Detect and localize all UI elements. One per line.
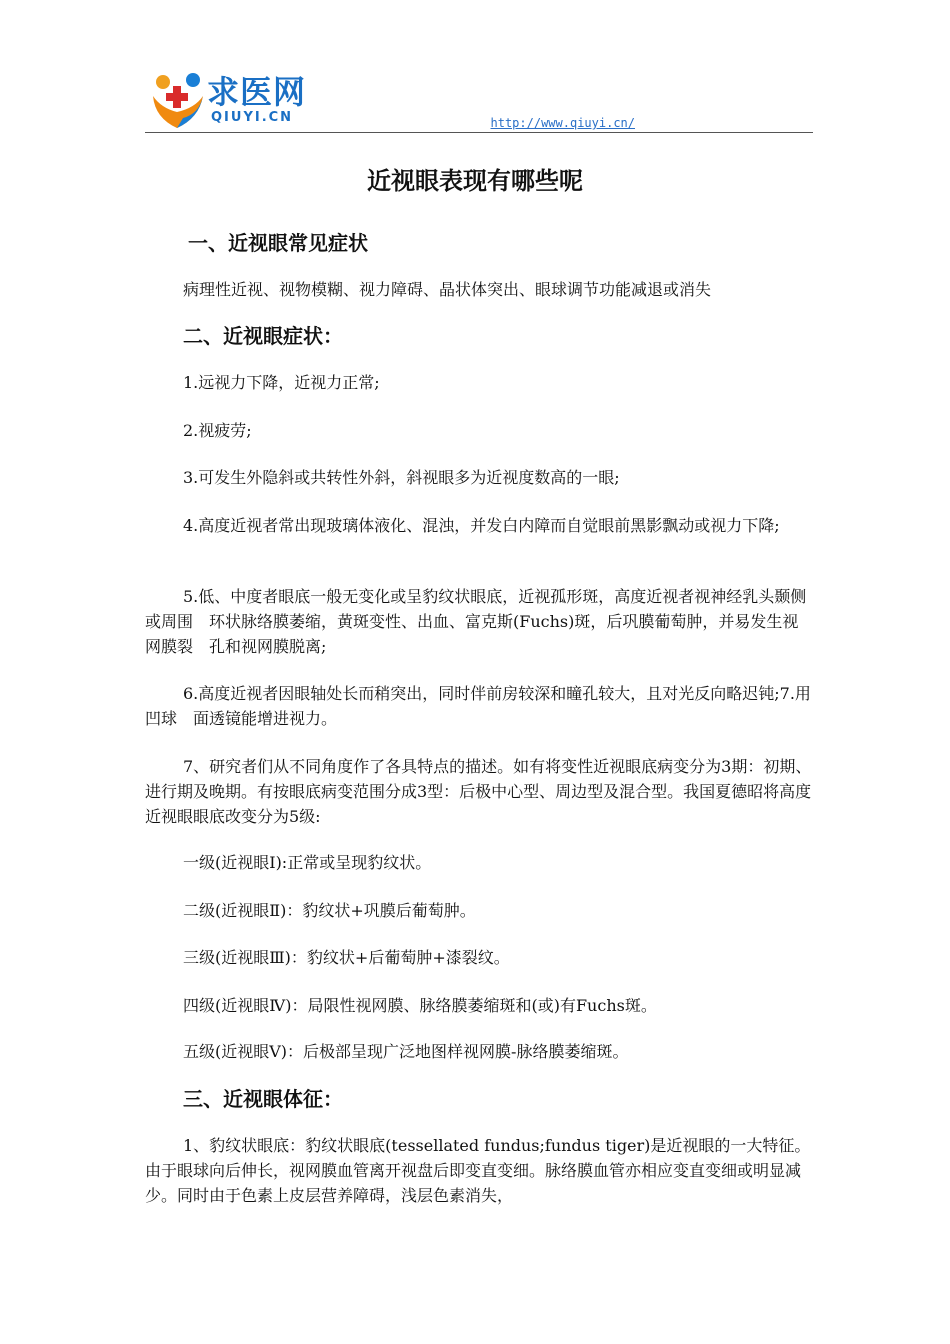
paragraph: 7、研究者们从不同角度作了各具特点的描述。如有将变性近视眼底病变分为3期：初期、进行期及晚期。有按眼底病变范围分成3型：后极中心型、周边型及混合型。我国夏德昭将高度近视眼眼底改变分为5级:	[145, 757, 812, 826]
paragraph: 1.远视力下降，近视力正常;	[183, 373, 380, 392]
paragraph: 4.高度近视者常出现玻璃体液化、混浊，并发白内障而自觉眼前黑影飘动或视力下降;	[183, 516, 780, 535]
paragraph: 五级(近视眼Ⅴ)：后极部呈现广泛地图样视网膜-脉络膜萎缩斑。	[183, 1042, 629, 1061]
paragraph: 1、豹纹状眼底：豹纹状眼底(tessellated fundus;fundus tiger)是近视眼的一大特征。由于眼球向后伸长，视网膜血管离开视盘后即变直变细。脉络膜血管亦相应变直变细或明显减少。同时由于色素上皮层营养障碍，浅层色素消失，	[145, 1136, 811, 1205]
paragraph: 一级(近视眼Ⅰ):正常或呈现豹纹状。	[183, 853, 432, 872]
section-heading-1: 一、近视眼常见症状	[188, 231, 368, 255]
logo-text-en: QIUYI.CN	[211, 110, 294, 125]
paragraph: 2.视疲劳;	[183, 421, 252, 440]
logo-text-cn: 求医网	[207, 73, 307, 111]
paragraph: 3.可发生外隐斜或共转性外斜，斜视眼多为近视度数高的一眼;	[183, 468, 620, 487]
site-url-link[interactable]: http://www.qiuyi.cn/	[490, 116, 635, 130]
paragraph: 病理性近视、视物模糊、视力障碍、晶状体突出、眼球调节功能减退或消失	[183, 280, 712, 299]
section-heading-2: 二、近视眼症状：	[183, 324, 343, 348]
page-title: 近视眼表现有哪些呢	[367, 166, 583, 195]
qiuyi-logo	[149, 68, 324, 132]
paragraph: 5.低、中度者眼底一般无变化或呈豹纹状眼底，近视孤形斑，高度近视者视神经乳头颞侧或周围 环状脉络膜萎缩，黄斑变性、出血、富克斯(Fuchs)斑，后巩膜葡萄肿，并易发生视网膜裂 孔和视网膜脱离;	[145, 587, 807, 656]
paragraph: 二级(近视眼Ⅱ)：豹纹状+巩膜后葡萄肿。	[183, 901, 476, 920]
page-header	[145, 64, 813, 134]
paragraph: 三级(近视眼Ⅲ)：豹纹状+后葡萄肿+漆裂纹。	[183, 948, 510, 967]
header-divider	[145, 132, 813, 133]
section-heading-3: 三、近视眼体征：	[183, 1087, 343, 1111]
logo-mark-icon	[149, 68, 207, 132]
paragraph: 6.高度近视者因眼轴处长而稍突出，同时伴前房较深和瞳孔较大，且对光反向略迟钝;7.用凹球 面透镜能增进视力。	[145, 684, 811, 728]
paragraph: 四级(近视眼Ⅳ)：局限性视网膜、脉络膜萎缩斑和(或)有Fuchs斑。	[183, 996, 657, 1015]
